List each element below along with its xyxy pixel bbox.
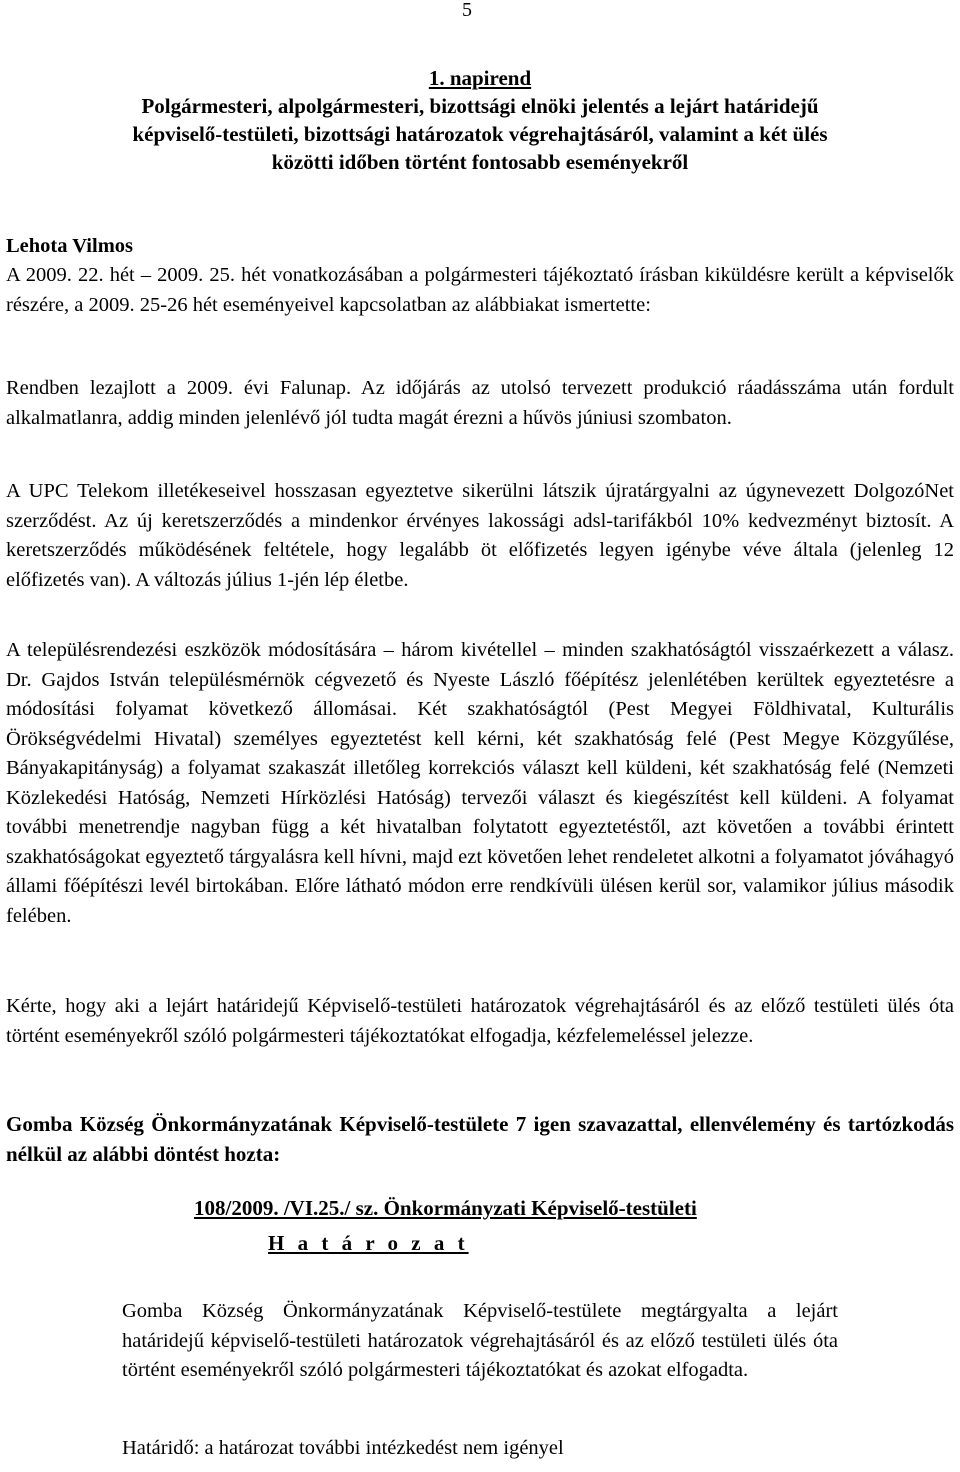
intro-paragraph: A 2009. 22. hét – 2009. 25. hét vonatkozásában a polgármesteri tájékoztató írásban kiküldésre került a képviselők részére, a 2009. 25-26 hét eseményeivel kapcsolatban az alábbiakat ismertette: xyxy=(6,264,954,316)
agenda-title-line-1: Polgármesteri, alpolgármesteri, bizottsági elnöki jelentés a lejárt határidejű xyxy=(141,94,819,118)
vote-paragraph: Gomba Község Önkormányzatának Képviselő-testülete 7 igen szavazattal, ellenvélemény és tartózkodás nélkül az alábbi döntést hozta: xyxy=(6,1112,954,1166)
resolution-number: 108/2009. /VI.25./ sz. Önkormányzati Képviselő-testületi xyxy=(194,1196,697,1220)
rendezes-paragraph: A településrendezési eszközök módosítására – három kivétellel – minden szakhatóságtól visszaérkezett a válasz. Dr. Gajdos István településmérnök cégvezető és Nyeste László főépítész jelenlétében kerültek egyeztetésre a módosítási folyamat következő állomásai. Két szakhatóságtól (Pest Megyei Földhivatal, Kulturális Örökségvédelmi Hivatal) személyes egyeztetést kell kérni, két szakhatóság felé (Pest Megye Közgyűlése, Bányakapitányság) a folyamat szakaszát illetőleg korrekciós választ kell küldeni, két szakhatóság felé (Nemzeti Közlekedési Hatóság, Nemzeti Hírközlési Hatóság) tervezői választ és kiegészítést kell küldeni. A folyamat további menetrendje nagyban függ a két hivatalban folytatott egyeztetéstől, azt követően a további érintett szakhatóságokat egyeztető tárgyalásra kell hívni, majd ezt követően lehet rendeletet alkotni a folyamatot jóváhagyó állami főépítészi levél birtokában. Előre látható módon erre rendkívüli ülésen kerül sor, valamikor július második felében. xyxy=(6,639,954,927)
agenda-title-line-3: közötti időben történt fontosabb eseményekről xyxy=(271,150,689,174)
agenda-header xyxy=(0,64,960,176)
resolution-deadline: Határidő: a határozat további intézkedést nem igényel xyxy=(122,1437,564,1459)
falunap-paragraph: Rendben lezajlott a 2009. évi Falunap. Az időjárás az utolsó tervezett produkció ráadásszáma után fordult alkalmatlanra, addig minden jelenlévő jól tudta magát érezni a hűvös júniusi szombaton. xyxy=(6,377,954,429)
page-number: 5 xyxy=(462,0,472,21)
agenda-title-line-2: képviselő-testületi, bizottsági határozatok végrehajtásáról, valamint a két ülés xyxy=(132,122,828,146)
upc-paragraph: A UPC Telekom illetékeseivel hosszasan egyeztetve sikerülni látszik újratárgyalni az úgynevezett DolgozóNet szerződést. Az új keretszerződés a mindenkor érvényes lakossági adsl-tarifákból 10% kedvezményt biztosít. A keretszerződés működésének feltétele, hogy legalább öt előfizetés legyen igénybe véve általa (jelenleg 12 előfizetés van). A változás július 1-jén lép életbe. xyxy=(6,480,954,591)
agenda-number: 1. napirend xyxy=(428,66,532,90)
request-paragraph: Kérte, hogy aki a lejárt határidejű Képviselő-testületi határozatok végrehajtásáról és az előző testületi ülés óta történt eseményekről szóló polgármesteri tájékoztatókat elfogadja, kézfelemeléssel jelezze. xyxy=(6,995,954,1047)
resolution-body: Gomba Község Önkormányzatának Képviselő-testülete megtárgyalta a lejárt határidejű képviselő-testületi határozatok végrehajtásáról és az előző testületi ülés óta történt eseményekről szóló polgármesteri tájékoztatókat és azokat elfogadta. xyxy=(122,1300,838,1381)
resolution-heading: H a t á r o z a t xyxy=(268,1231,469,1255)
speaker-name: Lehota Vilmos xyxy=(6,235,133,257)
